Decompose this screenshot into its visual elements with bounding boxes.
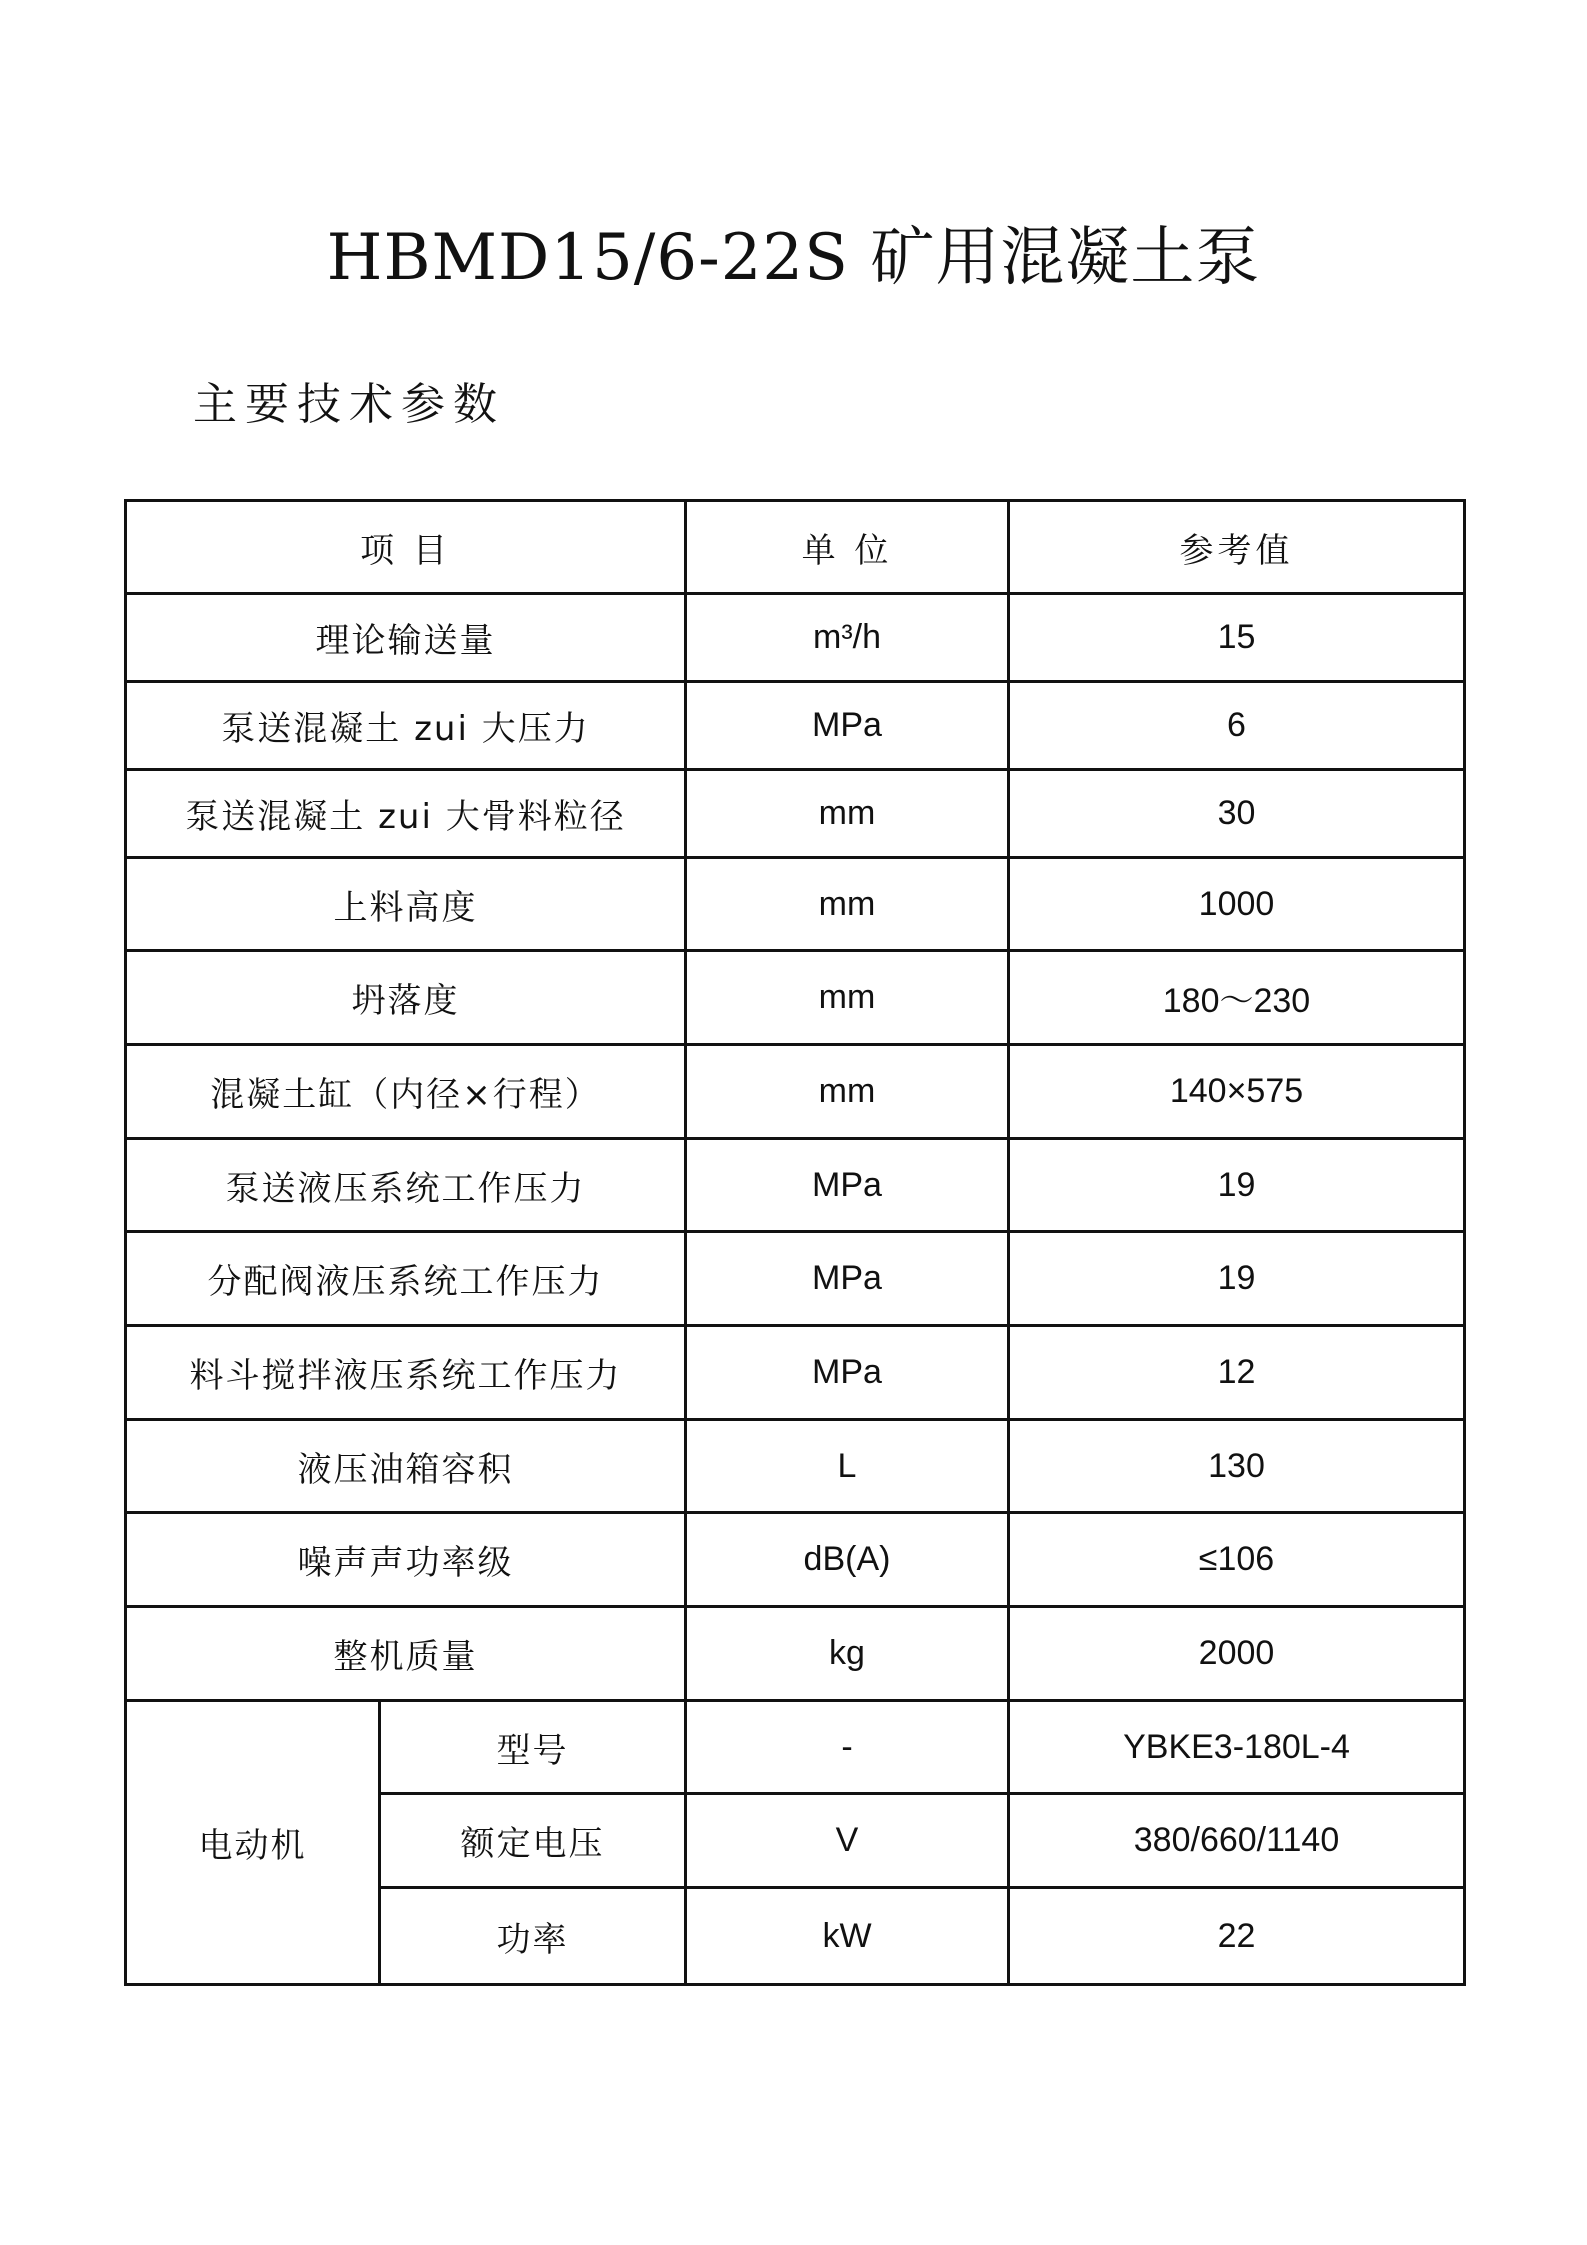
row-value: 6 <box>1009 682 1465 770</box>
table-row <box>126 1420 1465 1513</box>
row-item: 理论输送量 <box>126 594 686 682</box>
row-unit: L <box>686 1420 1009 1513</box>
row-value: 180～230 <box>1009 951 1465 1045</box>
row-item: 料斗搅拌液压系统工作压力 <box>126 1326 686 1420</box>
table-row <box>126 1139 1465 1232</box>
row-value: 15 <box>1009 594 1465 682</box>
row-value: 30 <box>1009 770 1465 858</box>
row-item: 泵送液压系统工作压力 <box>126 1139 686 1232</box>
table-row <box>126 951 1465 1045</box>
row-value: 12 <box>1009 1326 1465 1420</box>
document-title: HBMD15/6-22S 矿用混凝土泵 <box>326 221 1261 295</box>
table-header-row <box>126 501 1465 594</box>
table-row <box>126 1607 1465 1701</box>
row-unit: dB(A) <box>686 1513 1009 1607</box>
row-item: 整机质量 <box>126 1607 686 1701</box>
row-value: 19 <box>1009 1232 1465 1326</box>
table-row <box>126 1232 1465 1326</box>
row-value: 19 <box>1009 1139 1465 1232</box>
row-item: 额定电压 <box>380 1794 686 1888</box>
spec-table <box>124 499 1466 1986</box>
table-row <box>126 1513 1465 1607</box>
row-unit: V <box>686 1794 1009 1888</box>
row-unit: - <box>686 1701 1009 1794</box>
row-unit: kW <box>686 1888 1009 1985</box>
row-value: 380/660/1140 <box>1009 1794 1465 1888</box>
header-unit: 单 位 <box>686 501 1009 594</box>
row-item: 分配阀液压系统工作压力 <box>126 1232 686 1326</box>
row-value: YBKE3-180L-4 <box>1009 1701 1465 1794</box>
section-heading: 主要技术参数 <box>193 379 505 430</box>
row-unit: MPa <box>686 1326 1009 1420</box>
row-value: ≤106 <box>1009 1513 1465 1607</box>
row-item: 泵送混凝土 zui 大压力 <box>126 682 686 770</box>
row-item: 型号 <box>380 1701 686 1794</box>
row-item: 功率 <box>380 1888 686 1985</box>
row-value: 140×575 <box>1009 1045 1465 1139</box>
table-row <box>126 682 1465 770</box>
row-item: 混凝土缸（内径×行程） <box>126 1045 686 1139</box>
row-unit: mm <box>686 1045 1009 1139</box>
row-item: 噪声声功率级 <box>126 1513 686 1607</box>
header-item: 项 目 <box>126 501 686 594</box>
table-row <box>126 770 1465 858</box>
row-unit: m³/h <box>686 594 1009 682</box>
table-row <box>126 1326 1465 1420</box>
row-unit: MPa <box>686 1232 1009 1326</box>
row-value: 2000 <box>1009 1607 1465 1701</box>
row-unit: mm <box>686 951 1009 1045</box>
row-unit: MPa <box>686 1139 1009 1232</box>
row-unit: mm <box>686 858 1009 951</box>
row-value: 1000 <box>1009 858 1465 951</box>
table-row <box>126 1701 1465 1794</box>
table-row <box>126 594 1465 682</box>
row-value: 130 <box>1009 1420 1465 1513</box>
motor-group-label: 电动机 <box>126 1701 380 1985</box>
row-unit: kg <box>686 1607 1009 1701</box>
row-unit: mm <box>686 770 1009 858</box>
row-unit: MPa <box>686 682 1009 770</box>
row-item: 坍落度 <box>126 951 686 1045</box>
header-value: 参考值 <box>1009 501 1465 594</box>
row-item: 泵送混凝土 zui 大骨料粒径 <box>126 770 686 858</box>
row-item: 上料高度 <box>126 858 686 951</box>
table-row <box>126 1045 1465 1139</box>
row-item: 液压油箱容积 <box>126 1420 686 1513</box>
row-value: 22 <box>1009 1888 1465 1985</box>
table-row <box>126 858 1465 951</box>
